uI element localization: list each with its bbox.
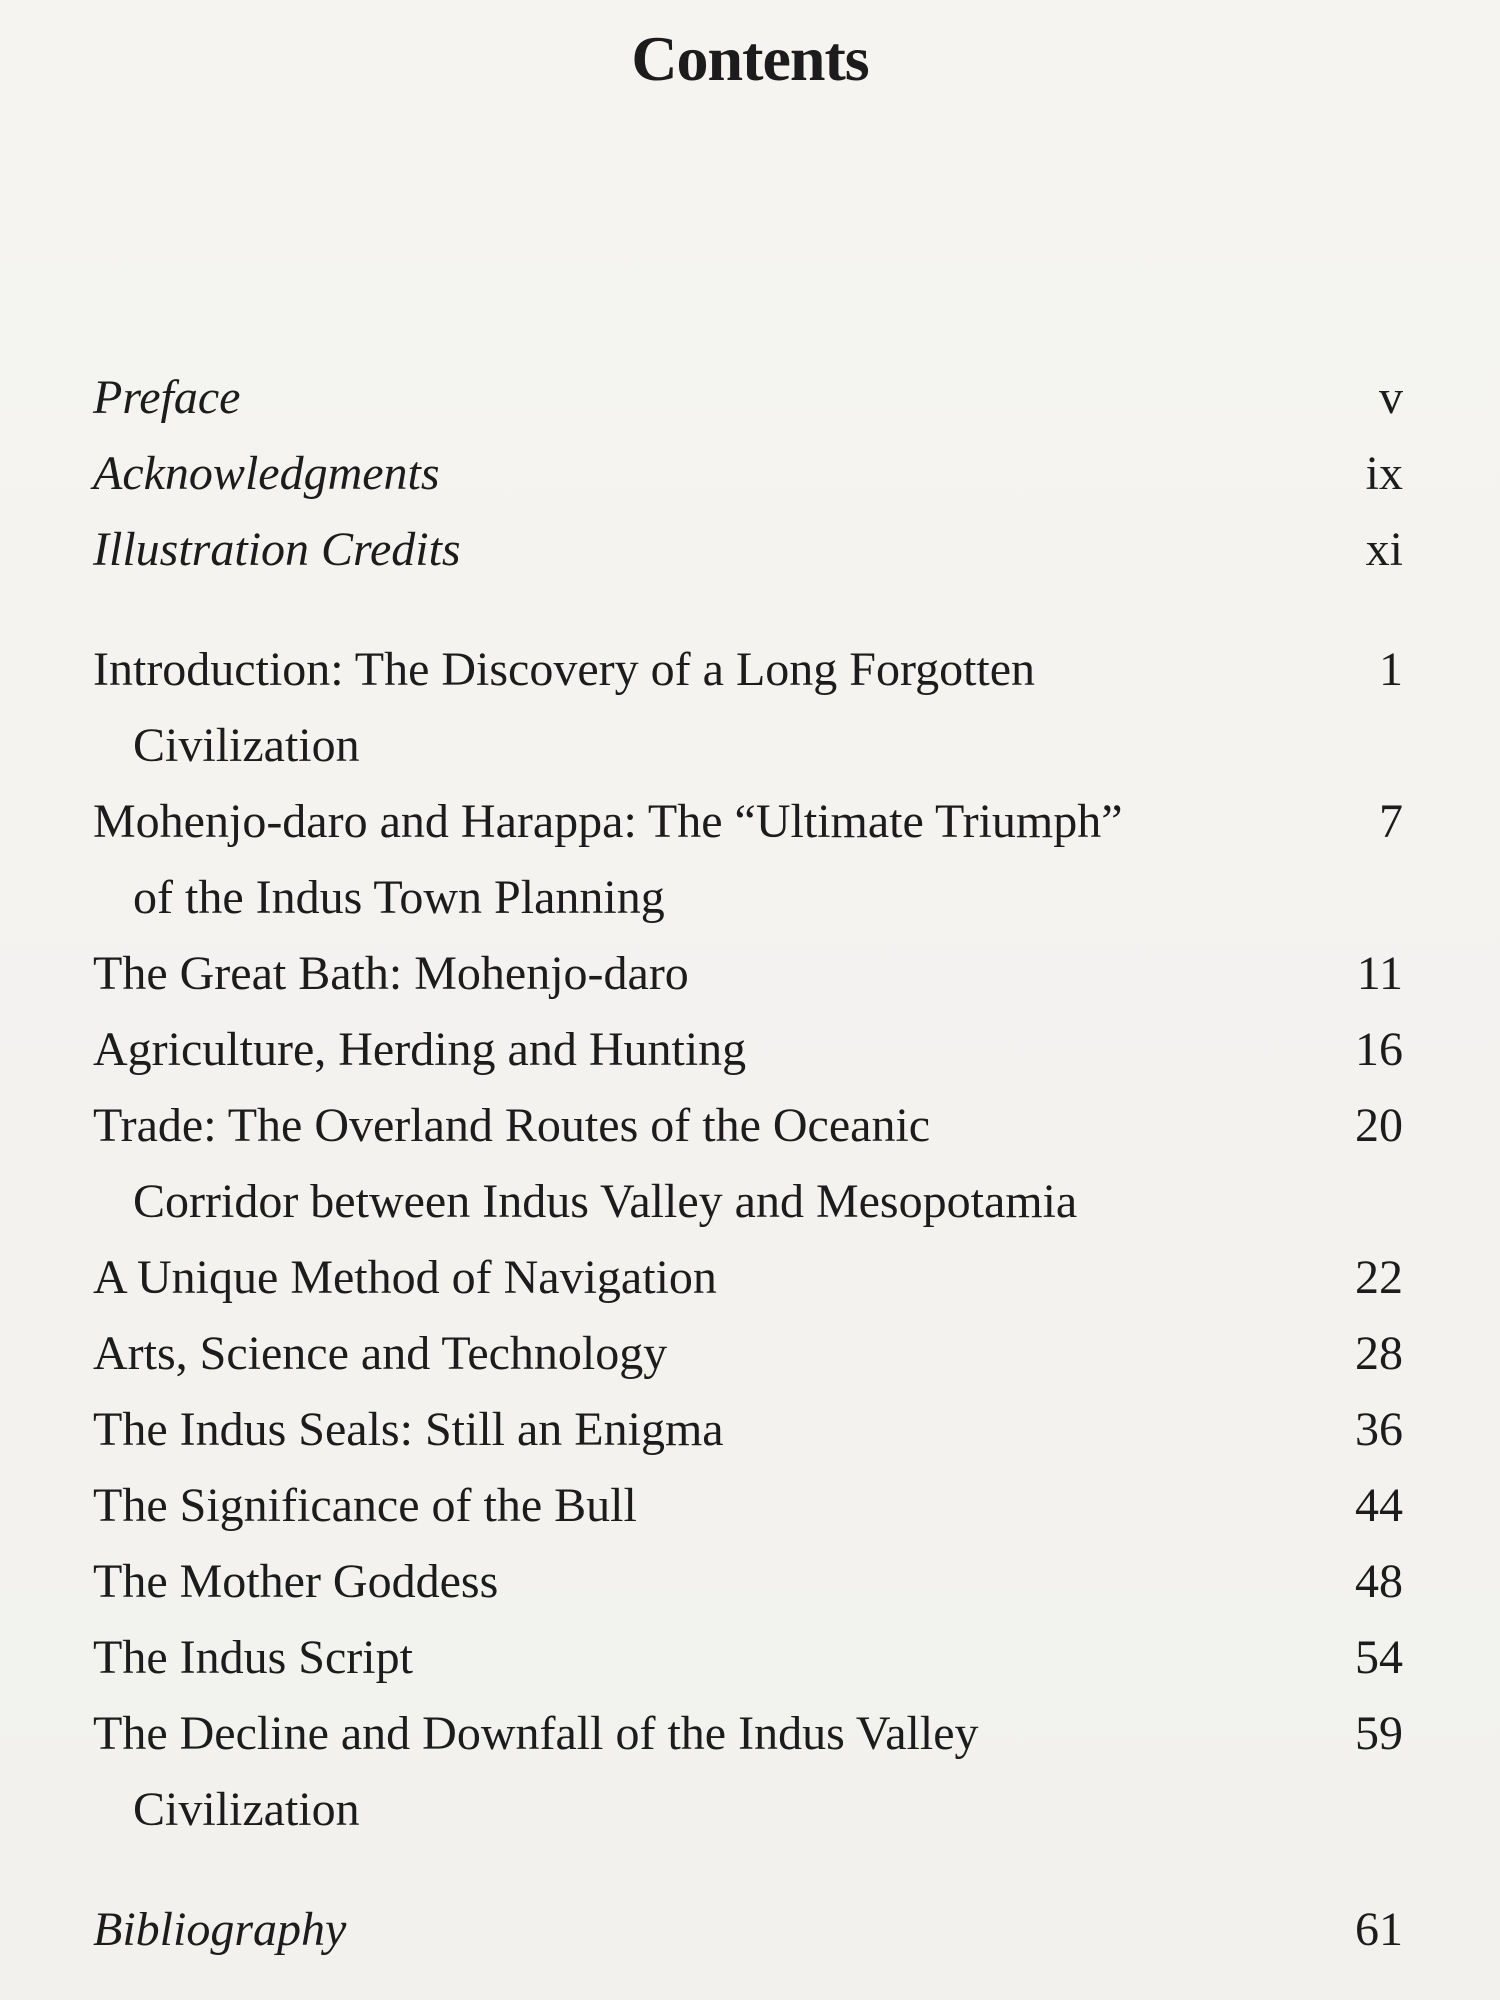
- toc-page-number: 36: [1355, 1403, 1403, 1456]
- toc-entry-title: Preface: [93, 371, 241, 424]
- page-title: Contents: [631, 23, 869, 94]
- toc-page-number: 1: [1379, 643, 1403, 696]
- toc-entry-title: A Unique Method of Navigation: [93, 1251, 717, 1304]
- toc-entry-title: Acknowledgments: [93, 447, 440, 500]
- toc-entry-title: Arts, Science and Technology: [93, 1327, 668, 1380]
- toc-entry-title: The Mother Goddess: [93, 1555, 499, 1608]
- toc-page-number: 28: [1355, 1327, 1403, 1380]
- toc-entry-title: The Indus Script: [93, 1631, 413, 1684]
- toc-entry-title: Agriculture, Herding and Hunting: [93, 1023, 747, 1076]
- toc-page-number: 48: [1355, 1555, 1403, 1608]
- toc-page-number: 54: [1355, 1631, 1403, 1684]
- toc-page-number: 16: [1355, 1023, 1403, 1076]
- toc-entry-title: Illustration Credits: [93, 523, 461, 576]
- toc-page-number: ix: [1365, 447, 1403, 500]
- toc-entry-title: The Decline and Downfall of the Indus Valley: [93, 1707, 979, 1760]
- toc-entry-title: Mohenjo-daro and Harappa: The “Ultimate Triumph”: [93, 795, 1123, 848]
- toc-entry-title-continued: Civilization: [133, 719, 360, 772]
- toc-entry-title: The Indus Seals: Still an Enigma: [93, 1403, 724, 1456]
- toc-page-number: 7: [1379, 795, 1403, 848]
- toc-page-number: 11: [1356, 947, 1403, 1000]
- toc-page-number: v: [1379, 371, 1403, 424]
- toc-page-number: 44: [1355, 1479, 1403, 1532]
- toc-page-number: 61: [1355, 1903, 1403, 1956]
- toc-entry-title-continued: Civilization: [133, 1783, 360, 1836]
- toc-entry-title: Introduction: The Discovery of a Long Forgotten: [93, 643, 1036, 696]
- toc-entry-title: The Great Bath: Mohenjo-daro: [93, 947, 689, 1000]
- toc-entry-title: Trade: The Overland Routes of the Oceanic: [93, 1099, 931, 1152]
- toc-page-number: 59: [1355, 1707, 1403, 1760]
- toc-page-number: xi: [1365, 523, 1403, 576]
- toc-page-number: 22: [1355, 1251, 1403, 1304]
- toc-entry-title-continued: of the Indus Town Planning: [133, 871, 665, 924]
- toc-entry-title-continued: Corridor between Indus Valley and Mesopotamia: [133, 1175, 1078, 1228]
- toc-page-number: 20: [1355, 1099, 1403, 1152]
- toc-entry-title: Bibliography: [93, 1903, 347, 1956]
- toc-entry-title: The Significance of the Bull: [93, 1479, 637, 1532]
